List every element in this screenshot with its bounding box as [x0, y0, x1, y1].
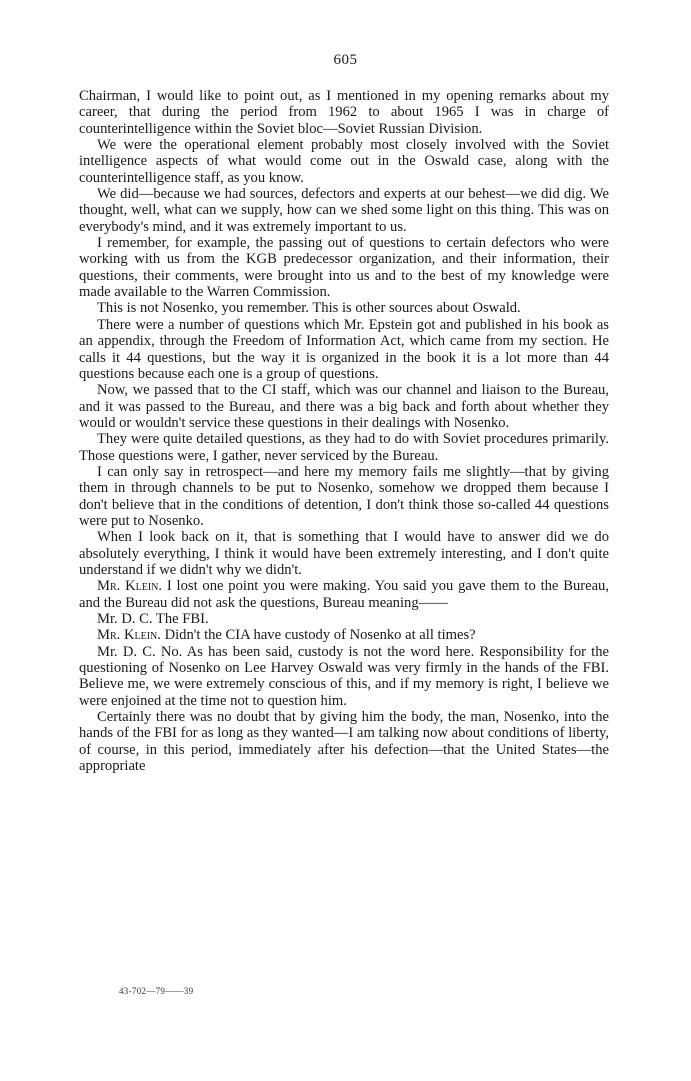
paragraph: We did—because we had sources, defectors and experts at our behest—we did dig. We thought, well, what can we supply, how can we shed some light on this thing. This was on everybody's mind, and it was extremely important to us.: [79, 186, 609, 235]
paragraph: Mr. D. C. The FBI.: [97, 611, 209, 627]
paragraph: Chairman, I would like to point out, as I mentioned in my opening remarks about my career, that during the period from 1962 to about 1965 I was in charge of counterintelligence within the Soviet bloc—Soviet Russian Division.: [79, 88, 609, 137]
paragraph-klein: Mr. Klein. I lost one point you were making. You said you gave them to the Bureau, and the Bureau did not ask the questions, Bureau meaning——: [79, 578, 609, 611]
paragraph: They were quite detailed questions, as they had to do with Soviet procedures primarily. Those questions were, I gather, never serviced by the Bureau.: [79, 431, 609, 464]
speaker-label: Mr. Klein.: [97, 627, 161, 644]
paragraph: When I look back on it, that is something that I would have to answer did we do absolutely everything, I think it would have been extremely interesting, and I don't quite understand if we didn't why we didn't.: [79, 529, 609, 578]
paragraph: I can only say in retrospect—and here my memory fails me slightly—that by giving them in through channels to be put to Nosenko, somehow we dropped them because I don't believe that in the conditions of detention, I don't think those so-called 44 questions were put to Nosenko.: [79, 463, 609, 529]
body-text: [79, 88, 609, 774]
paragraph: We were the operational element probably most closely involved with the Soviet intelligence aspects of what would come out in the Oswald case, along with the counterintelligence staff, as you know.: [79, 137, 609, 186]
paragraph: Certainly there was no doubt that by giving him the body, the man, Nosenko, into the hands of the FBI for as long as they wanted—I am talking now about conditions of liberty, of course, in this period, immediately after his defection—that the United States—the appropriate: [79, 709, 609, 775]
speaker-label: Mr. Klein.: [97, 578, 163, 595]
paragraph: Now, we passed that to the CI staff, which was our channel and liaison to the Bureau, and it was passed to the Bureau, and there was a big back and forth about whether they would or wouldn't service these questions in their dealings with Nosenko.: [79, 382, 609, 431]
paragraph: This is not Nosenko, you remember. This is other sources about Oswald.: [97, 300, 521, 317]
paragraph-klein: Mr. Klein. Didn't the CIA have custody of Nosenko at all times?: [97, 627, 476, 644]
paragraph: I remember, for example, the passing out of questions to certain defectors who were working with us from the KGB predecessor organization, and their information, their questions, their comments, were brought into us and to the best of my knowledge were made available to the Warren Commission.: [79, 235, 609, 301]
paragraph: Mr. D. C. No. As has been said, custody is not the word here. Responsibility for the questioning of Nosenko on Lee Harvey Oswald was very firmly in the hands of the FBI. Believe me, we were extremely conscious of this, and if my memory is right, I believe we were enjoined at the time not to question him.: [79, 643, 609, 709]
page-number: 605: [333, 52, 358, 68]
footer-print-code: 43-702—79——39: [119, 986, 194, 996]
paragraph: There were a number of questions which Mr. Epstein got and published in his book as an appendix, through the Freedom of Information Act, which came from my section. He calls it 44 questions, but the way it is organized in the book it is a lot more than 44 questions because each one is a group of questions.: [79, 316, 609, 382]
